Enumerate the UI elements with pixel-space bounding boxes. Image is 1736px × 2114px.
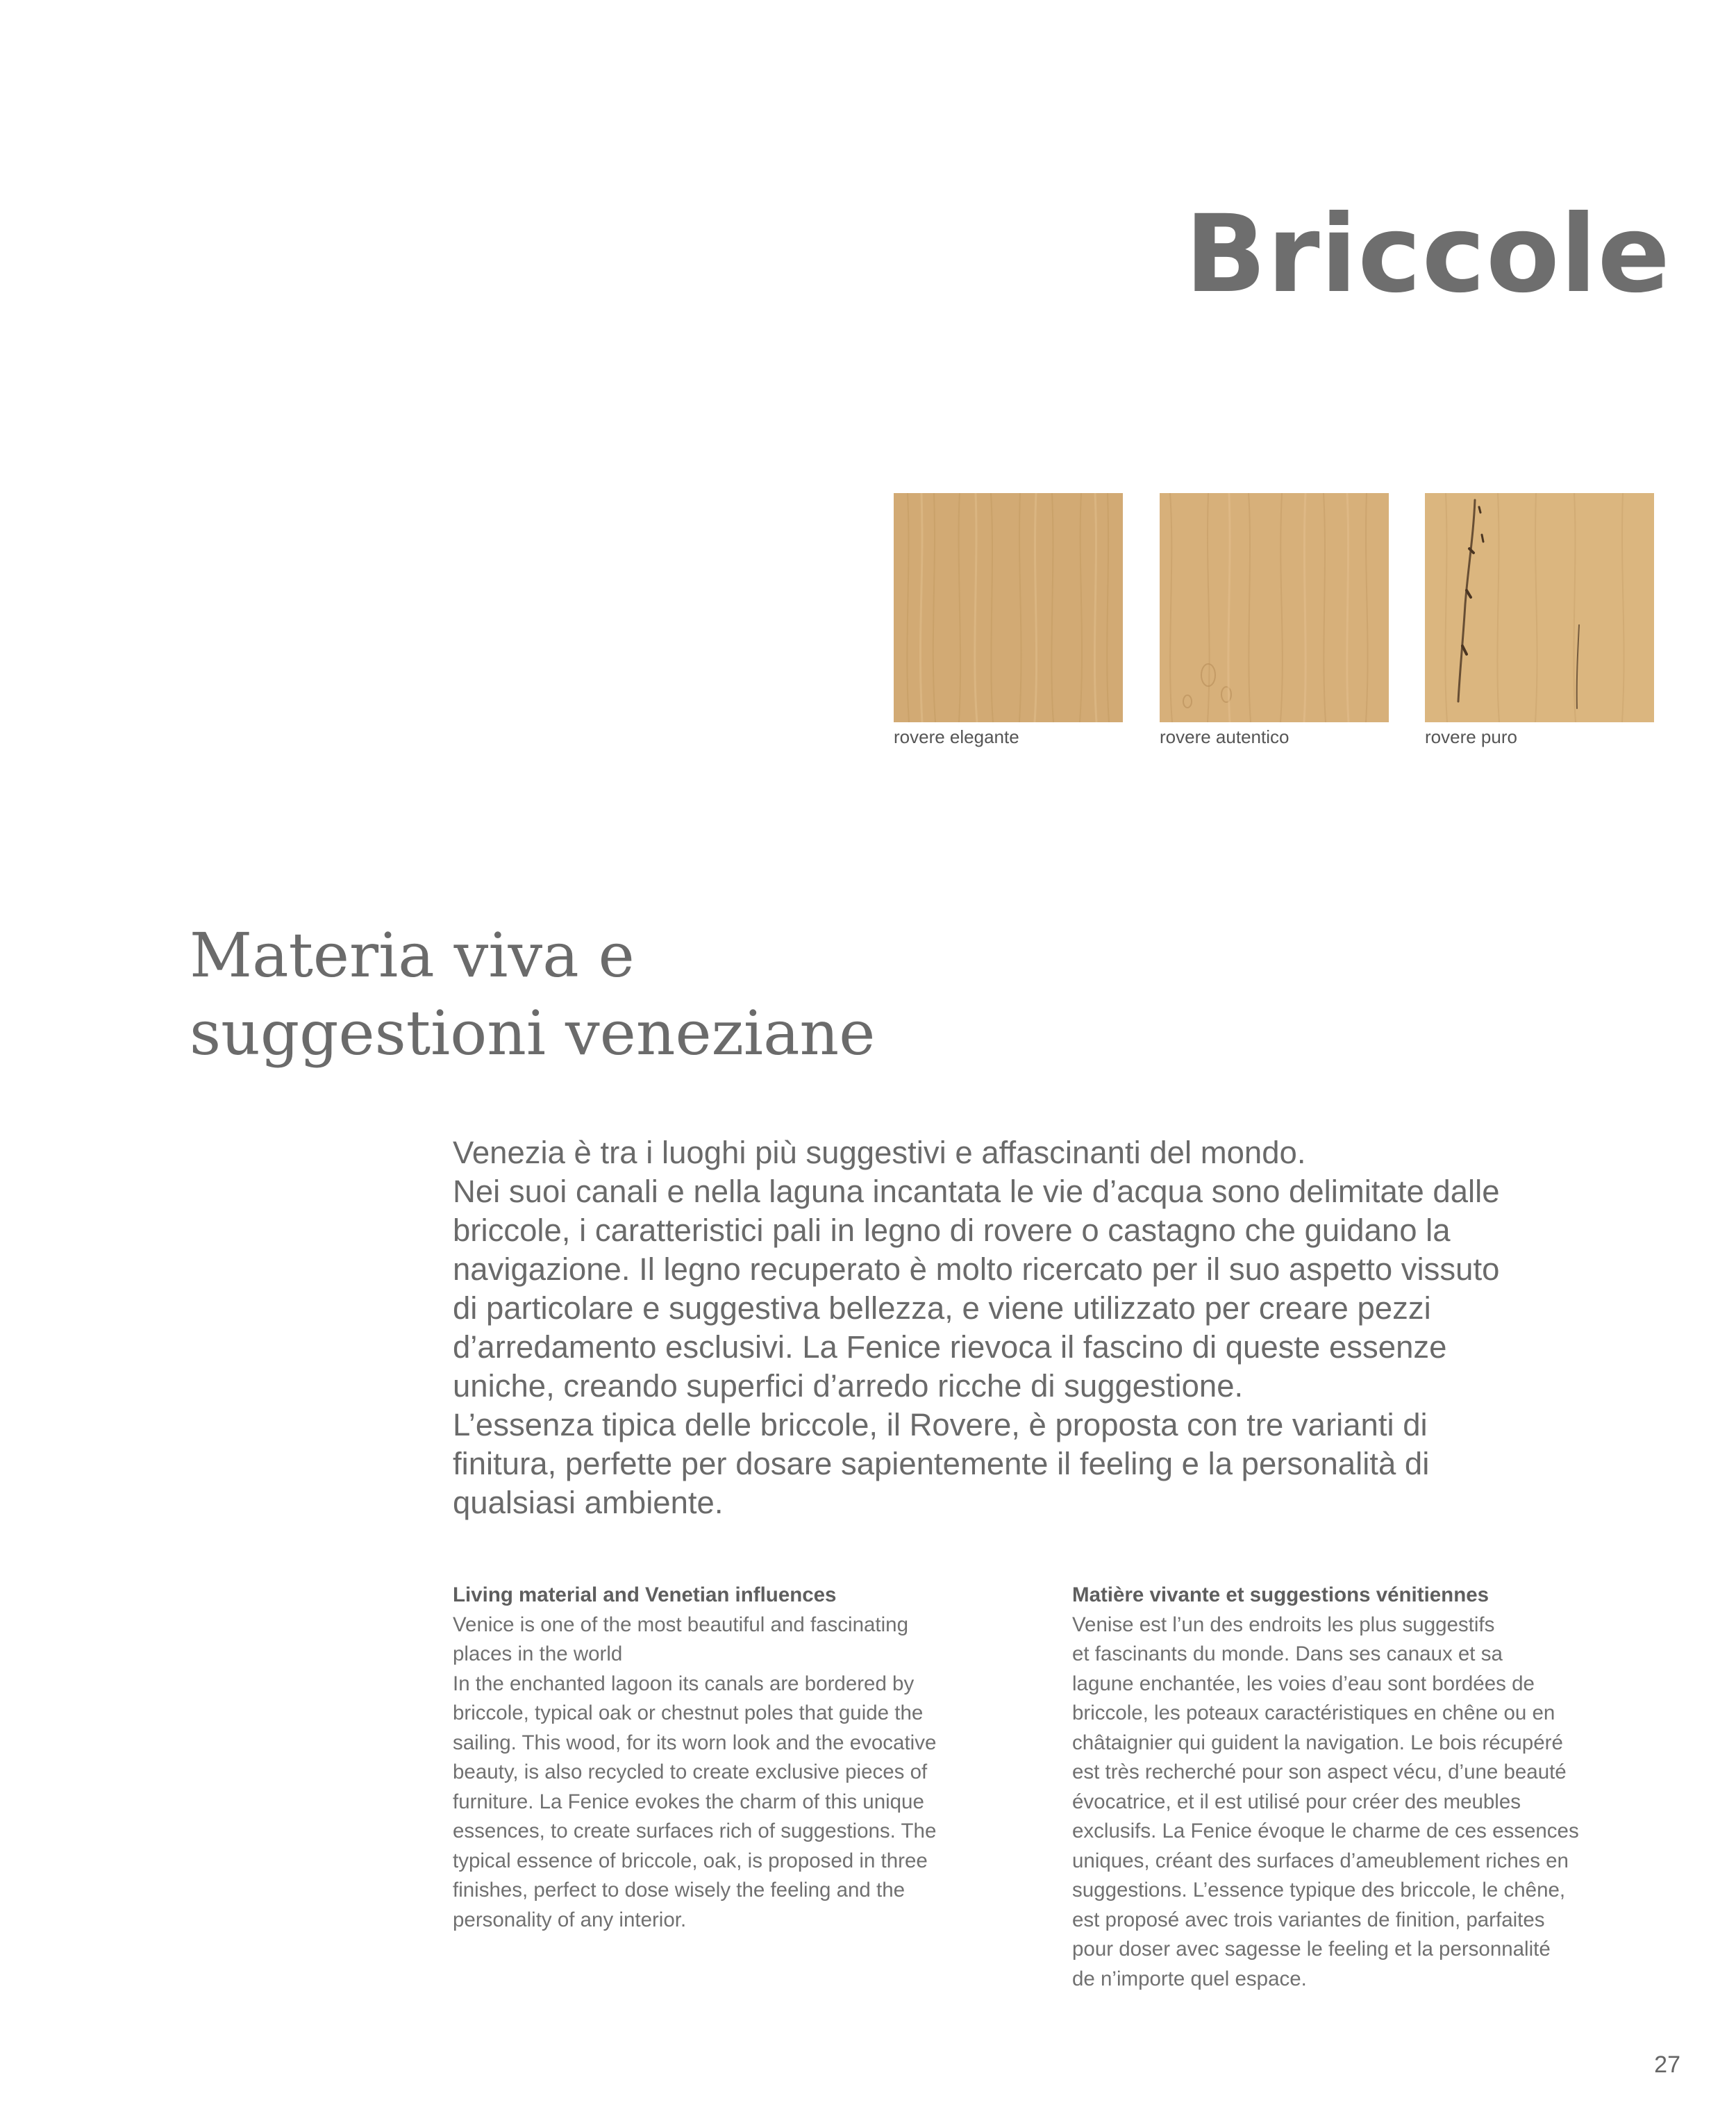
section-subtitle <box>190 917 1301 1072</box>
intro-paragraph <box>453 1133 1675 1522</box>
english-line: places in the world <box>453 1642 623 1665</box>
french-line: suggestions. L’essence typique des briccole, le chêne, <box>1072 1879 1566 1901</box>
intro-line: d’arredamento esclusivi. La Fenice rievoca il fascino di queste essenze <box>453 1329 1447 1365</box>
swatch-label: rovere autentico <box>1160 726 1290 747</box>
french-line: lagune enchantée, les voies d’eau sont bordées de <box>1072 1672 1535 1695</box>
french-column <box>1072 1581 1642 1994</box>
intro-line: Nei suoi canali e nella laguna incantata le vie d’acqua sono delimitate dalle <box>453 1174 1500 1209</box>
intro-line: qualsiasi ambiente. <box>453 1485 724 1520</box>
english-line: briccole, typical oak or chestnut poles that guide the <box>453 1701 924 1724</box>
english-line: beauty, is also recycled to create exclusive pieces of <box>453 1761 928 1783</box>
wood-texture-autentico <box>1160 493 1389 722</box>
intro-line: finitura, perfette per dosare sapientemente il feeling e la personalità di <box>453 1446 1430 1481</box>
swatch-rovere-elegante <box>894 493 1123 747</box>
subtitle-line: Materia viva e <box>190 919 635 991</box>
swatch-rovere-puro <box>1425 493 1654 747</box>
french-line: est très recherché pour son aspect vécu, d’une beauté <box>1072 1761 1567 1783</box>
french-heading: Matière vivante et suggestions vénitiennes <box>1072 1583 1489 1606</box>
french-line: uniques, créant des surfaces d’ameublement riches en <box>1072 1849 1569 1872</box>
french-line: est proposé avec trois variantes de finition, parfaites <box>1072 1908 1545 1931</box>
english-line: furniture. La Fenice evokes the charm of this unique <box>453 1790 924 1813</box>
page-number: 27 <box>1654 2051 1680 2078</box>
french-line: et fascinants du monde. Dans ses canaux et sa <box>1072 1642 1503 1665</box>
english-line: essences, to create surfaces rich of suggestions. The <box>453 1820 937 1842</box>
wood-texture-elegante <box>894 493 1123 722</box>
swatch-label: rovere puro <box>1425 726 1517 747</box>
french-line: évocatrice, et il est utilisé pour créer des meubles <box>1072 1790 1521 1813</box>
french-line: pour doser avec sagesse le feeling et la personnalité <box>1072 1938 1551 1961</box>
intro-line: navigazione. Il legno recuperato è molto ricercato per il suo aspetto vissuto <box>453 1251 1500 1287</box>
intro-line: briccole, i caratteristici pali in legno di rovere o castagno che guidano la <box>453 1213 1451 1248</box>
french-line: de n’importe quel espace. <box>1072 1967 1307 1990</box>
intro-line: Venezia è tra i luoghi più suggestivi e affascinanti del mondo. <box>453 1135 1306 1170</box>
english-line: Venice is one of the most beautiful and fascinating <box>453 1613 908 1636</box>
english-line: sailing. This wood, for its worn look and the evocative <box>453 1731 937 1754</box>
page-title: Briccole <box>1185 192 1671 317</box>
swatch-label: rovere elegante <box>894 726 1019 747</box>
swatch-rovere-autentico <box>1160 493 1389 747</box>
subtitle-line: suggestioni veneziane <box>190 997 876 1069</box>
english-column <box>453 1581 1022 1935</box>
french-line: exclusifs. La Fenice évoque le charme de ces essences <box>1072 1820 1579 1842</box>
wood-texture-puro <box>1425 493 1654 722</box>
french-line: Venise est l’un des endroits les plus suggestifs <box>1072 1613 1495 1636</box>
intro-line: uniche, creando superfici d’arredo ricche di suggestione. <box>453 1368 1244 1404</box>
english-line: typical essence of briccole, oak, is proposed in three <box>453 1849 928 1872</box>
english-line: In the enchanted lagoon its canals are bordered by <box>453 1672 915 1695</box>
english-heading: Living material and Venetian influences <box>453 1583 837 1606</box>
intro-line: L’essenza tipica delle briccole, il Rovere, è proposta con tre varianti di <box>453 1407 1428 1442</box>
english-line: personality of any interior. <box>453 1908 687 1931</box>
intro-line: di particolare e suggestiva bellezza, e viene utilizzato per creare pezzi <box>453 1290 1431 1326</box>
french-line: briccole, les poteaux caractéristiques en chêne ou en <box>1072 1701 1555 1724</box>
french-line: châtaignier qui guident la navigation. Le bois récupéré <box>1072 1731 1563 1754</box>
english-line: finishes, perfect to dose wisely the feeling and the <box>453 1879 905 1901</box>
